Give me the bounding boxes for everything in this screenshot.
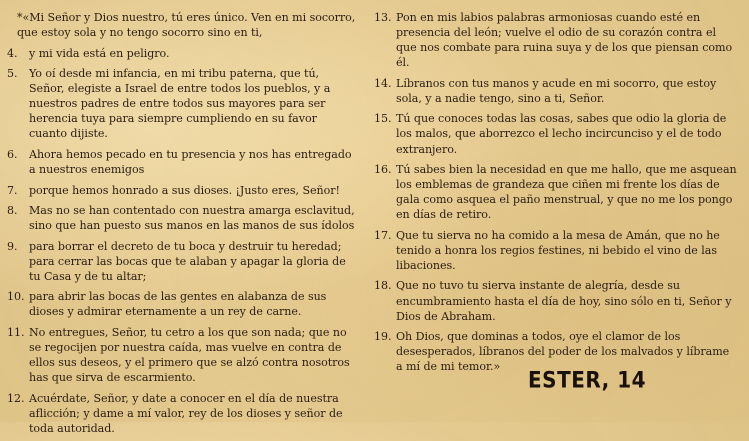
verse-text: Acuérdate, Señor, y date a conocer en el día de nuestra aflicción; y dame a mí valor, rey de los dioses y señor de toda autoridad. [29,391,343,435]
verse-number: 11. [7,325,25,339]
verse-11 [6,325,356,385]
verse-number: 5. [7,67,18,81]
verse-14 [373,76,739,106]
verse-10 [6,289,356,319]
verse-8 [6,203,356,233]
verse-13 [373,10,739,70]
verse-number [6,10,17,40]
verse-text: Tú que conoces todas las cosas, sabes que odio la gloria de los malos, que aborrezco el lecho incircunciso y el de todo extranjero. [396,112,727,156]
verse-number: 9. [7,239,18,253]
verse-text: No entregues, Señor, tu cetro a los que son nada; que no se regocijen por nuestra caída, mas vuelve en contra de ellos sus deseos, y el primero que se alzó contra nosotros has que sirva de escarmiento. [29,325,350,385]
verse-text: Tú sabes bien la necesidad en que me hallo, que me asquean los emblemas de grandeza que ciñen mi frente los días de gala como asquea el paño menstrual, y que no me los pongo en días de retiro. [396,163,737,222]
verse-5 [6,66,356,141]
verse-number: 18. [374,279,392,293]
verse-number: 6. [7,147,18,161]
verse-number: 19. [374,330,392,344]
verse-number: 14. [374,76,392,90]
left-verse-column [6,10,356,441]
verse-number: 12. [7,391,25,405]
verse-number: 13. [374,11,392,24]
verse-number: 8. [7,203,18,217]
verse-text: Que tu sierva no ha comido a la mesa de Amán, que no he tenido a honra los regios festines, ni bebido el vino de las libaciones. [396,228,720,272]
verse-9 [6,239,356,284]
verse-4 [6,46,356,61]
verse-17 [373,228,739,273]
verse-text: Pon en mis labios palabras armoniosas cuando esté en presencia del león; vuelve el odio de su corazón contra el que nos combate para ruina suya y de los que piensan como él. [396,11,733,70]
verse-text: Yo oí desde mi infancia, en mi tribu paterna, que tú, Señor, elegiste a Israel de entre todos los pueblos, y a nuestros padres de entre todos sus mayores para ser herencia tuya para siempre cumpliendo en su favor cuanto dijiste. [29,67,331,141]
verse-text: Oh Dios, que dominas a todos, oye el clamor de los desesperados, líbranos del poder de los malvados y líbrame a mí de mi temor.» [396,330,730,374]
verse-text: Líbranos con tus manos y acude en mi socorro, que estoy sola, y a nadie tengo, sino a ti, Señor. [396,76,717,105]
verse-7 [6,183,356,198]
verse-number: 7. [7,183,18,197]
verse-text: y mi vida está en peligro. [29,46,170,60]
right-verse-column [373,10,739,380]
verse-text: porque hemos honrado a sus dioses. ¡Justo eres, Señor! [29,183,340,197]
verse-18 [373,278,739,323]
verse-number: 15. [374,112,392,126]
verse-12 [6,391,356,436]
verse-15 [373,111,739,156]
verse-number: 10. [7,290,25,304]
verse-16 [373,162,739,222]
verse-number: 16. [374,163,392,177]
chapter-title: ESTER, 14 [528,366,647,393]
verse-number: 4. [7,46,18,60]
verse-text: Mas no se han contentado con nuestra amarga esclavitud, sino que han puesto sus manos en las manos de sus ídolos [29,203,355,233]
verse-text: Ahora hemos pecado en tu presencia y nos has entregado a nuestros enemigos [29,147,352,177]
verse-6 [6,147,356,177]
verse-number: 17. [374,228,392,242]
verse-text: para borrar el decreto de tu boca y destruir tu heredad; para cerrar las bocas que te alaban y apagar la gloria de tu Casa y de tu altar; [29,239,346,283]
verse-text: *«Mi Señor y Dios nuestro, tú eres único. Ven en mi socorro, que estoy sola y no tengo socorro sino en ti, [17,11,356,40]
verse-text: Que no tuvo tu sierva instante de alegría, desde su encumbramiento hasta el día de hoy, sino sólo en ti, Señor y Dios de Abraham. [396,279,732,323]
verse-text: para abrir las bocas de las gentes en alabanza de sus dioses y admirar eternamente a un rey de carne. [29,290,327,319]
verse-3-continued [6,10,356,40]
